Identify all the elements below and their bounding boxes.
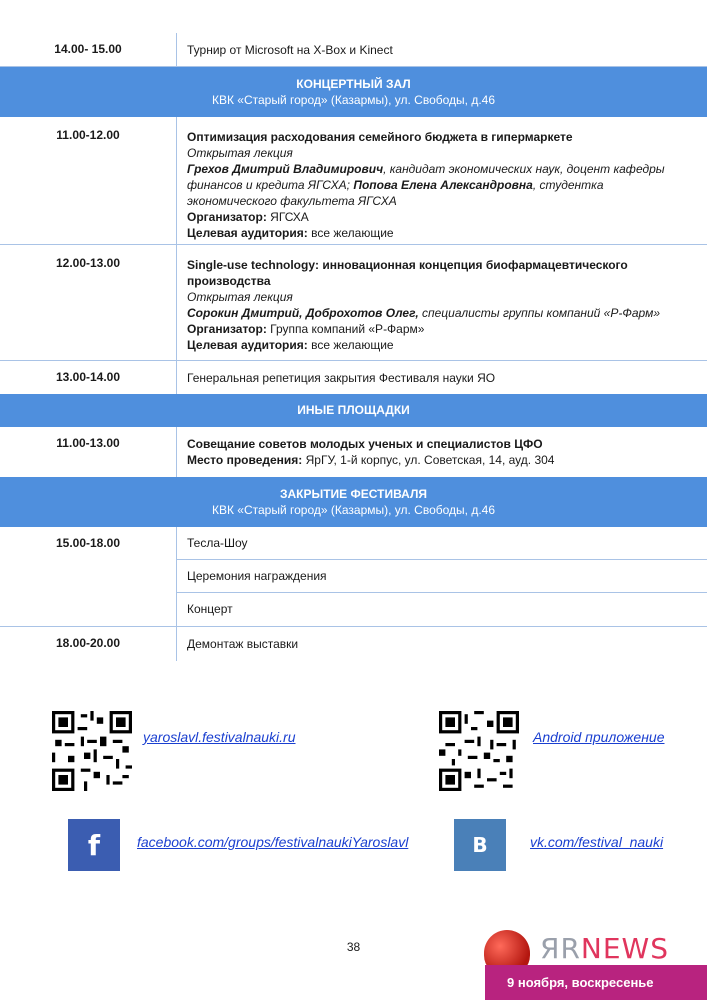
row-text: Генеральная репетиция закрытия Фестиваля науки ЯО: [187, 371, 496, 385]
schedule-row: [0, 33, 707, 67]
band-title: КОНЦЕРТНЫЙ ЗАЛ: [296, 77, 411, 91]
schedule-row: [0, 627, 707, 661]
facebook-icon[interactable]: f: [68, 819, 120, 871]
schedule-row: [0, 245, 707, 361]
event-organizer: [187, 321, 695, 337]
speaker-desc: , кандидат экономических наук, доцент кафедры финансов и кредита ЯГСХА;: [187, 162, 665, 192]
event-audience: [187, 225, 695, 241]
section-band-concert-hall: [0, 67, 707, 117]
row-content: [177, 427, 707, 477]
band-title: ИНЫЕ ПЛОЩАДКИ: [297, 403, 410, 417]
row-text: Турнир от Microsoft на X-Box и Kinect: [187, 43, 393, 57]
audience-label: Целевая аудитория:: [187, 338, 308, 352]
event-title: Совещание советов молодых ученых и специалистов ЦФО: [187, 437, 543, 451]
event-speakers: [187, 161, 695, 209]
date-banner: 9 ноября, воскресенье: [485, 965, 707, 1000]
row-time: 14.00- 15.00: [0, 33, 177, 66]
organizer-value: Группа компаний «Р-Фарм»: [270, 322, 425, 336]
section-band-other-venues: [0, 394, 707, 427]
row-time: 11.00-12.00: [0, 117, 177, 244]
event-organizer: [187, 209, 695, 225]
speaker-name: Сорокин Дмитрий, Доброхотов Олег,: [187, 306, 419, 320]
row-subitems: [177, 527, 707, 626]
facebook-link[interactable]: facebook.com/groups/festivalnaukiYaroslavl: [137, 834, 409, 850]
band-subtitle: КВК «Старый город» (Казармы), ул. Свободы, д.46: [211, 93, 496, 107]
band-title: ЗАКРЫТИЕ ФЕСТИВАЛЯ: [279, 487, 428, 501]
schedule-row: [0, 117, 707, 245]
vk-link[interactable]: vk.com/festival_nauki: [530, 834, 664, 850]
schedule-row: [0, 361, 707, 394]
page-number: 38: [346, 940, 361, 954]
row-time: 11.00-13.00: [0, 427, 177, 477]
speaker-desc: , студентка экономического факультета ЯГСХА: [187, 178, 604, 208]
brand-logo: [540, 932, 669, 965]
qr-code-site-icon: [52, 711, 132, 791]
organizer-label: Организатор:: [187, 322, 267, 336]
sub-item: Концерт: [187, 602, 233, 616]
schedule-row: [0, 427, 707, 477]
row-time: 15.00-18.00: [0, 527, 177, 626]
android-app-link[interactable]: Android приложение: [533, 729, 665, 745]
audience-label: Целевая аудитория:: [187, 226, 308, 240]
event-audience: [187, 337, 695, 353]
speaker-name: Попова Елена Александровна: [353, 178, 533, 192]
row-time: 18.00-20.00: [0, 627, 177, 661]
row-content: [177, 245, 707, 360]
row-content: [177, 117, 707, 244]
band-subtitle: КВК «Старый город» (Казармы), ул. Свободы, д.46: [211, 503, 496, 517]
event-title: Оптимизация расходования семейного бюджета в гипермаркете: [187, 130, 573, 144]
organizer-value: ЯГСХА: [270, 210, 309, 224]
schedule-row: [0, 527, 707, 627]
place-value: ЯрГУ, 1-й корпус, ул. Советская, 14, ауд. 304: [305, 453, 555, 467]
row-time: 12.00-13.00: [0, 245, 177, 360]
audience-value: все желающие: [311, 338, 394, 352]
audience-value: все желающие: [311, 226, 394, 240]
vk-icon[interactable]: B: [454, 819, 506, 871]
section-band-festival-closing: [0, 477, 707, 527]
event-type: Открытая лекция: [187, 290, 293, 304]
place-label: Место проведения:: [187, 453, 303, 467]
brand-part2: NEWS: [580, 932, 670, 965]
event-title: Single-use technology: инновационная концепция биофармацевтического производства: [187, 258, 628, 288]
event-type: Открытая лекция: [187, 146, 293, 160]
brand-part1: ЯR: [540, 932, 581, 965]
speaker-desc: специалисты группы компаний «Р-Фарм»: [422, 306, 660, 320]
row-text: Демонтаж выставки: [187, 637, 299, 651]
sub-item: Церемония награждения: [177, 560, 707, 593]
sub-item: Тесла-Шоу: [177, 527, 707, 560]
site-link[interactable]: yaroslavl.festivalnauki.ru: [143, 729, 296, 745]
event-speakers: [187, 305, 695, 321]
row-time: 13.00-14.00: [0, 361, 177, 394]
organizer-label: Организатор:: [187, 210, 267, 224]
schedule-table: [0, 33, 707, 661]
qr-code-android-icon: [439, 711, 519, 791]
event-place: [187, 452, 695, 468]
speaker-name: Грехов Дмитрий Владимирович: [187, 162, 384, 176]
